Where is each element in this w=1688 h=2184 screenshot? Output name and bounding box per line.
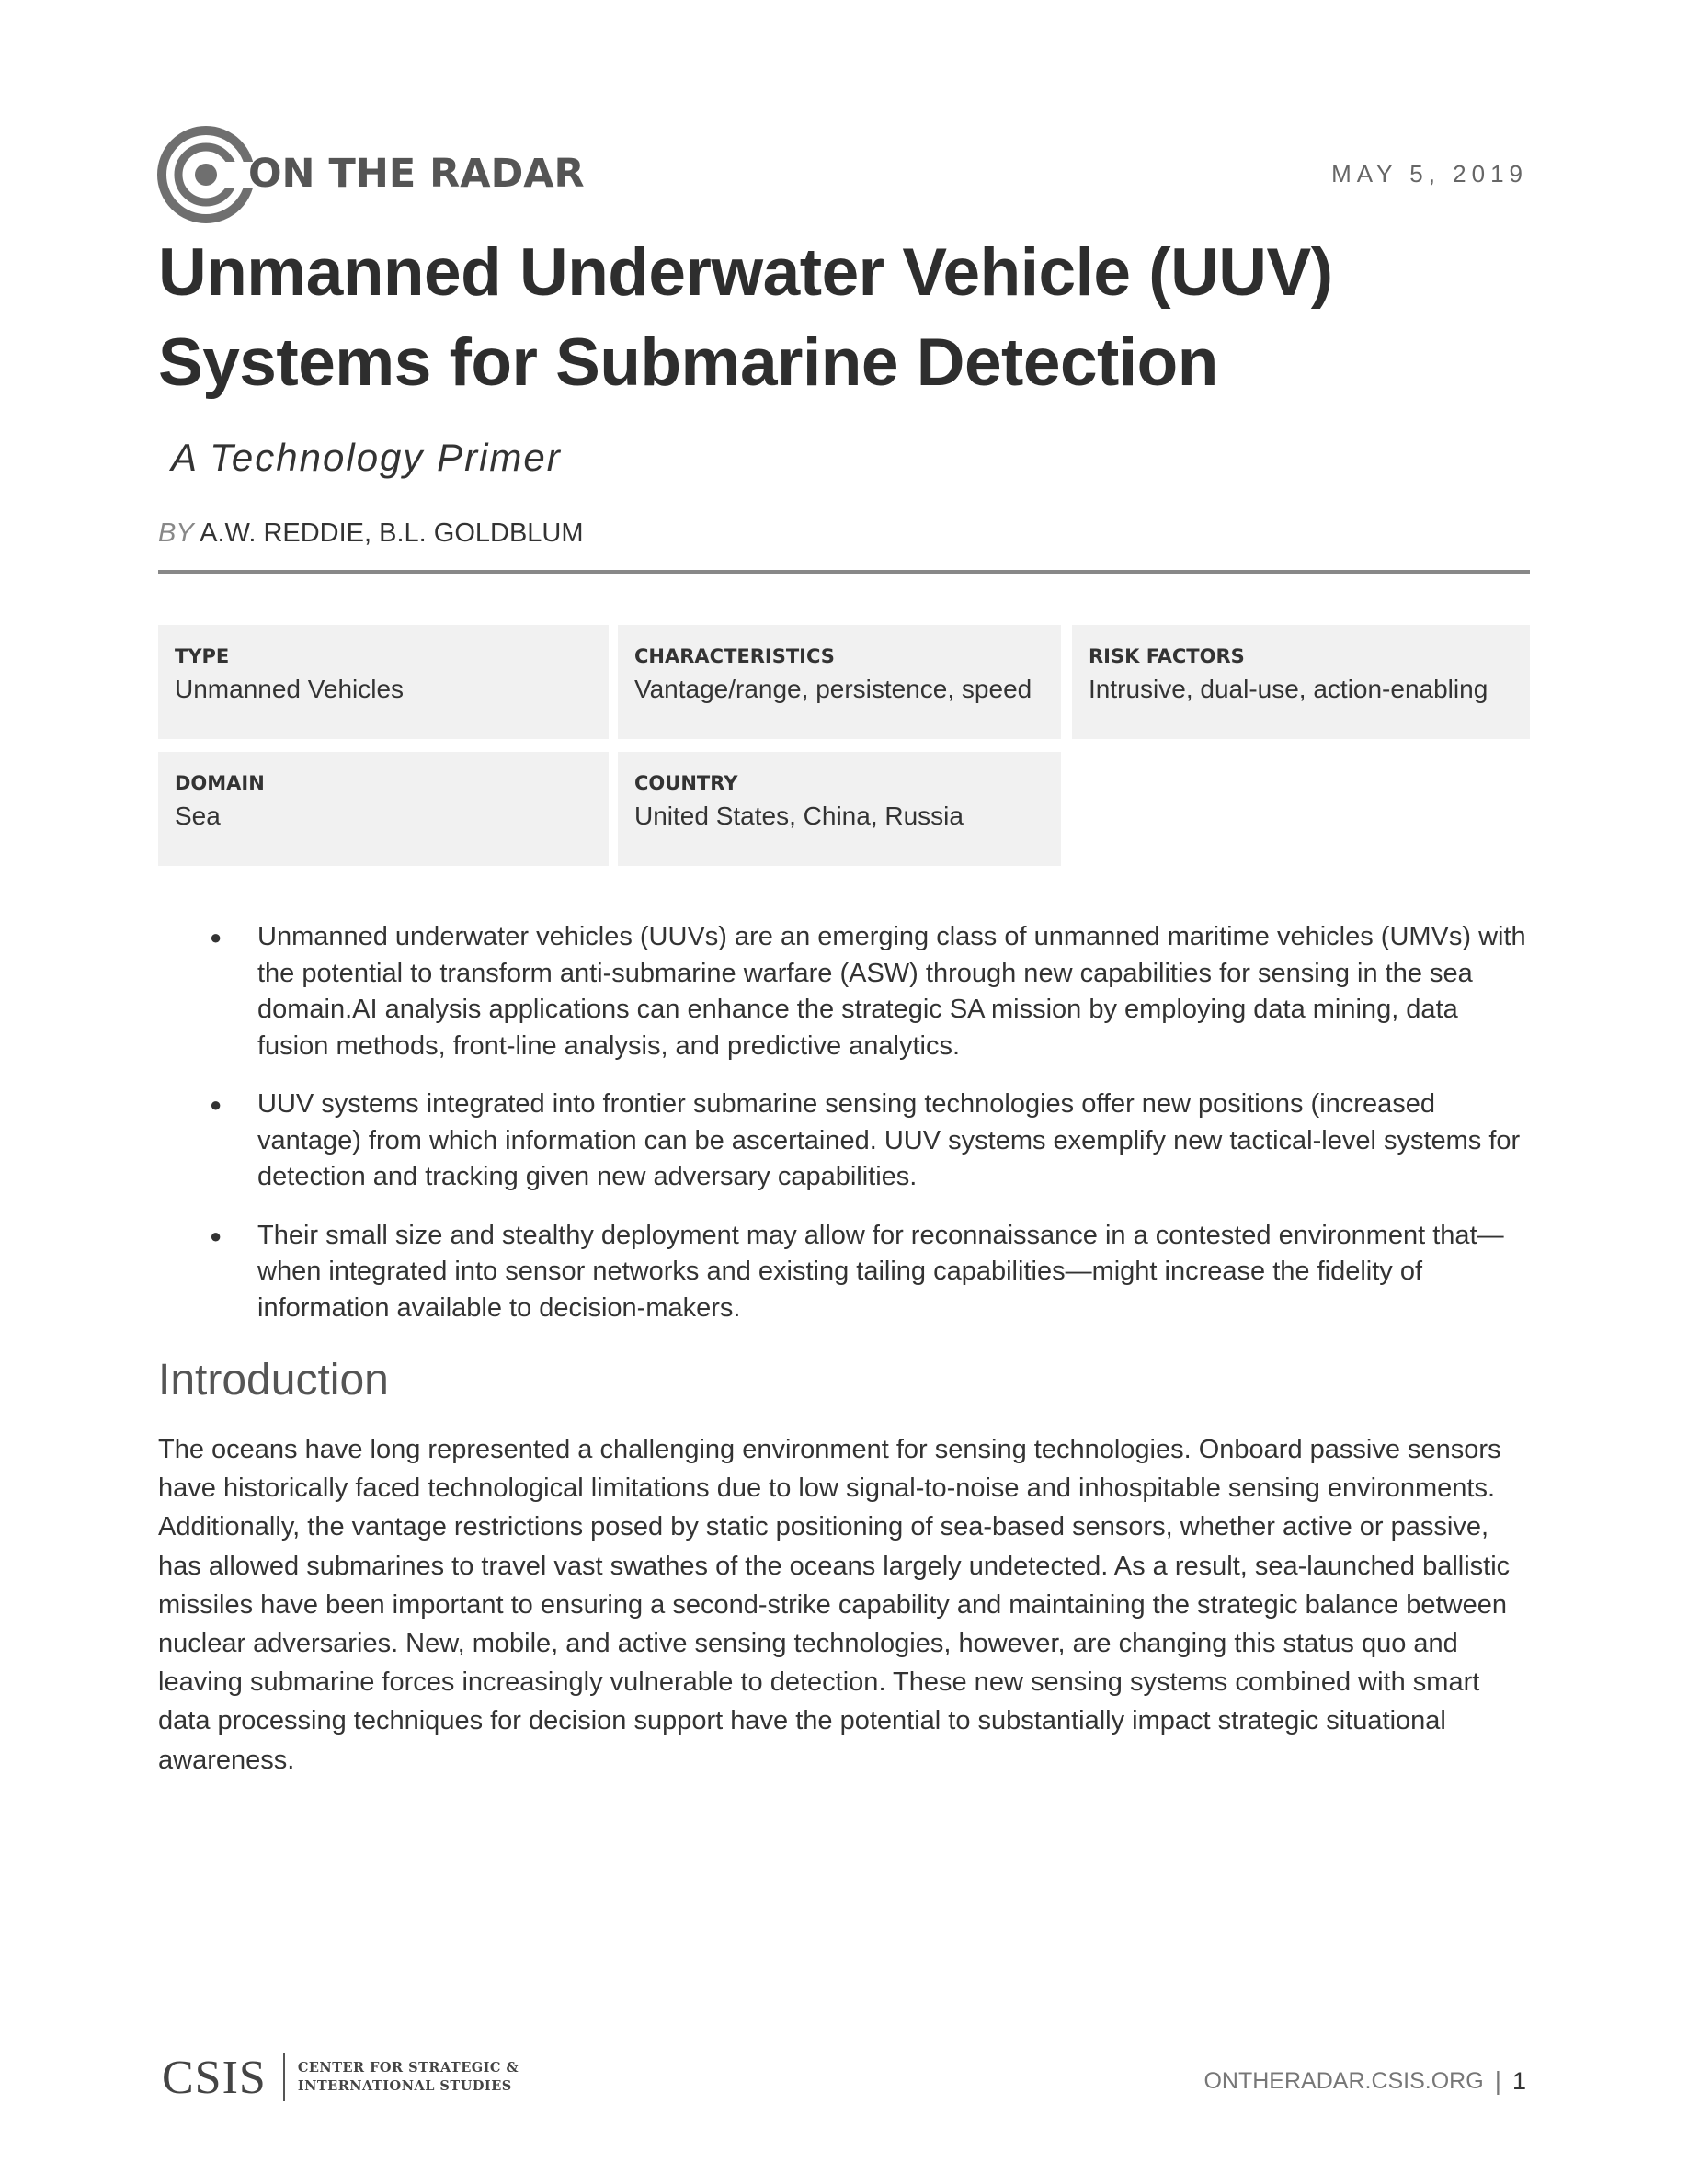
csis-wordmark: CSIS — [162, 2051, 267, 2104]
meta-risk-factors — [1072, 625, 1530, 739]
list-item — [158, 1086, 1530, 1196]
header-divider — [158, 570, 1530, 574]
bullet-icon: ● — [210, 1223, 222, 1247]
page-footer — [1203, 2066, 1526, 2096]
meta-characteristics — [618, 625, 1061, 739]
byline — [158, 518, 584, 549]
meta-domain-label: DOMAIN — [175, 772, 265, 794]
meta-domain — [158, 752, 609, 866]
meta-domain-value: Sea — [175, 802, 221, 830]
introduction-body: The oceans have long represented a challenging environment for sensing technologies. Onboard passive sensors have historically faced technological limitations due to low signal-to-noise and inhospitable sensing environments. Additionally, the vantage restrictions posed by static positioning of sea-based sensors, whether active or passive, has allowed submarines to travel vast swathes of the oceans largely undetected. As a result, sea-launched ballistic missiles have been important to ensuring a second-strike capability and maintaining the strategic balance between nuclear adversaries. New, mobile, and active sensing technologies, however, are changing this status quo and leaving submarine forces increasingly vulnerable to detection. These new sensing systems combined with smart data processing techniques for decision support have the potential to substantially impact strategic situational awareness. — [158, 1435, 1511, 1775]
meta-country-label: COUNTRY — [634, 772, 738, 794]
title-line-1: Unmanned Underwater Vehicle (UUV) — [158, 235, 1333, 310]
introduction-heading: Introduction — [158, 1356, 389, 1405]
csis-name-line-1: CENTER FOR STRATEGIC & — [297, 2060, 519, 2076]
on-the-radar-logo — [156, 125, 585, 224]
byline-prefix: BY — [158, 518, 194, 548]
page-title — [158, 228, 1537, 408]
meta-risk-factors-label: RISK FACTORS — [1089, 645, 1245, 667]
meta-country — [618, 752, 1061, 866]
byline-authors: A.W. REDDIE, B.L. GOLDBLUM — [200, 518, 584, 548]
bullet-icon: ● — [210, 926, 222, 949]
bullet-text: Their small size and stealthy deployment may allow for reconnaissance in a contested environment that—when integrated into sensor networks and existing tailing capabilities—might increase the fidelity of information available to decision-makers. — [257, 1220, 1504, 1323]
meta-country-value: United States, China, Russia — [634, 802, 964, 830]
list-item — [158, 919, 1530, 1064]
meta-type-label: TYPE — [175, 645, 230, 667]
footer-separator: | — [1494, 2066, 1501, 2095]
meta-risk-factors-value: Intrusive, dual-use, action-enabling — [1089, 675, 1488, 703]
title-line-2: Systems for Submarine Detection — [158, 325, 1218, 400]
csis-divider — [283, 2053, 285, 2101]
list-item — [158, 1218, 1530, 1327]
meta-characteristics-label: CHARACTERISTICS — [634, 645, 835, 667]
csis-logo — [162, 2052, 519, 2103]
publication-date: MAY 5, 2019 — [1331, 160, 1528, 188]
meta-characteristics-value: Vantage/range, persistence, speed — [634, 675, 1032, 703]
csis-full-name — [298, 2059, 519, 2096]
page-number: 1 — [1511, 2066, 1526, 2095]
bullet-icon: ● — [210, 1093, 222, 1116]
meta-type-value: Unmanned Vehicles — [175, 675, 405, 703]
radar-rings-icon — [156, 125, 256, 224]
logo-text: ON THE RADAR — [248, 151, 585, 197]
subtitle: A Technology Primer — [171, 436, 562, 479]
csis-name-line-2: INTERNATIONAL STUDIES — [297, 2078, 512, 2094]
bullet-text: Unmanned underwater vehicles (UUVs) are an emerging class of unmanned maritime vehicles (UMVs) with the potential to transform anti-submarine warfare (ASW) through new capabilities for sensing in the sea domain.AI analysis applications can enhance the strategic SA mission by employing data mining, data fusion methods, front-line analysis, and predictive analytics. — [257, 922, 1526, 1061]
footer-url[interactable]: ONTHERADAR.CSIS.ORG — [1203, 2067, 1484, 2094]
bullet-text: UUV systems integrated into frontier submarine sensing technologies offer new positions (increased vantage) from which information can be ascertained. UUV systems exemplify new tactical-level systems for detection and tracking given new adversary capabilities. — [257, 1089, 1521, 1191]
meta-type — [158, 625, 609, 739]
key-points-list — [158, 919, 1530, 1348]
